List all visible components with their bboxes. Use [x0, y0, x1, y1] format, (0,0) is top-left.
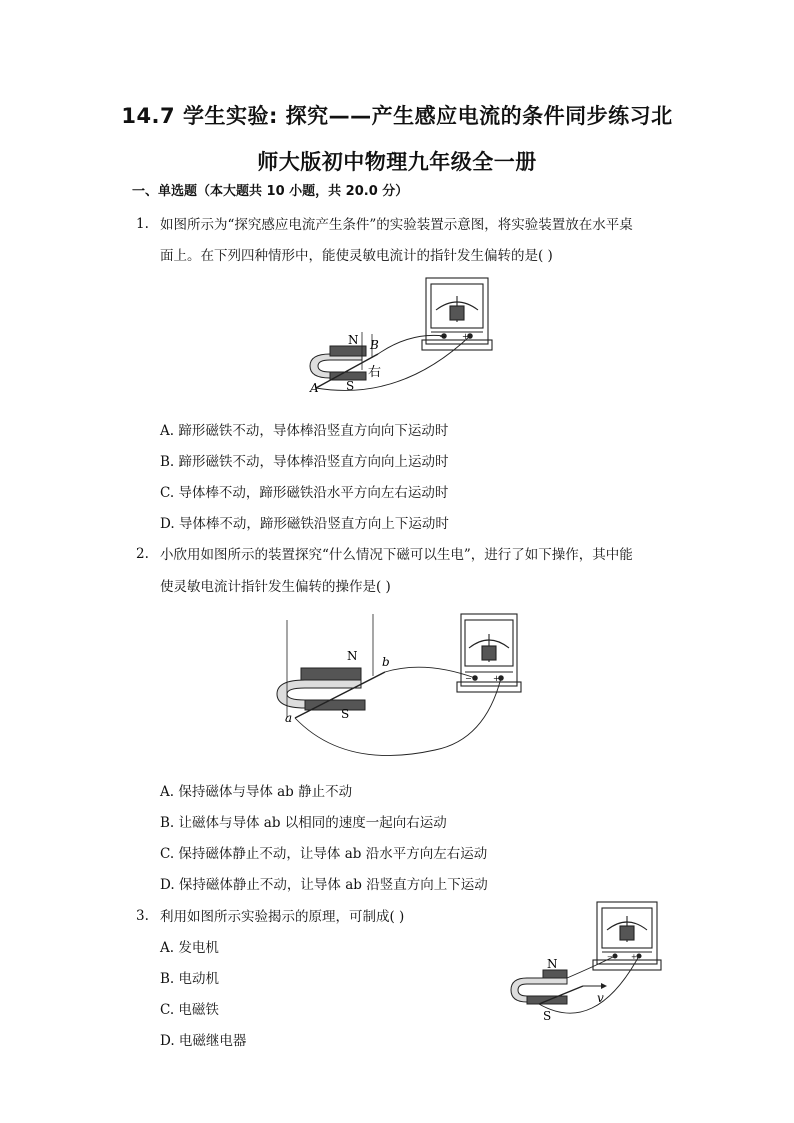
magnet-n-label: N: [547, 957, 558, 971]
meter-minus-label: −: [607, 953, 613, 961]
magnet-n-label: N: [348, 333, 359, 347]
rod-end-a-label: a: [285, 711, 293, 725]
question-3-text-line-1: 利用如图所示实验揭示的原理，可制成( ): [160, 909, 405, 925]
question-1-text-line-2: 面上。在下列四种情形中，能使灵敏电流计的指针发生偏转的是( ): [160, 248, 553, 264]
section-heading: 一、单选题（本大题共 10 小题，共 20.0 分）: [132, 184, 409, 199]
meter-plus-label: +: [493, 674, 500, 683]
rod-end-b-label: B: [370, 338, 379, 352]
magnet-s-label: S: [341, 707, 350, 721]
question-1-figure: [300, 272, 500, 396]
magnet-n-label: N: [347, 649, 358, 663]
meter-minus-label: −: [439, 332, 446, 341]
question-2-option-d[interactable]: D. 保持磁体静止不动，让导体 ab 沿竖直方向上下运动: [160, 877, 488, 893]
galvanometer-icon: [422, 278, 492, 350]
question-1-option-c[interactable]: C. 导体棒不动，蹄形磁铁沿水平方向左右运动时: [160, 485, 449, 501]
horseshoe-magnet-icon: [310, 346, 366, 380]
velocity-v-label: v: [597, 991, 604, 1005]
question-2-option-c[interactable]: C. 保持磁体静止不动，让导体 ab 沿水平方向左右运动: [160, 846, 488, 862]
question-2-number: 2.: [136, 546, 149, 562]
question-1-option-b[interactable]: B. 蹄形磁铁不动，导体棒沿竖直方向向上运动时: [160, 454, 449, 470]
question-3-figure: [505, 896, 665, 1026]
meter-minus-label: −: [465, 674, 472, 683]
question-2-option-a[interactable]: A. 保持磁体与导体 ab 静止不动: [160, 784, 353, 800]
question-1-option-d[interactable]: D. 导体棒不动，蹄形磁铁沿竖直方向上下运动时: [160, 516, 449, 532]
question-3-option-c[interactable]: C. 电磁铁: [160, 1002, 219, 1018]
direction-right-label: 右: [368, 365, 382, 380]
question-3-option-b[interactable]: B. 电动机: [160, 971, 220, 987]
question-1-option-a[interactable]: A. 蹄形磁铁不动，导体棒沿竖直方向向下运动时: [160, 423, 449, 439]
meter-plus-label: +: [462, 332, 469, 341]
question-1-text-line-1: 如图所示为“探究感应电流产生条件”的实验装置示意图，将实验装置放在水平桌: [160, 217, 633, 233]
question-3-number: 3.: [136, 908, 149, 924]
magnet-s-label: S: [346, 379, 355, 393]
galvanometer-icon: [593, 902, 661, 970]
question-2-option-b[interactable]: B. 让磁体与导体 ab 以相同的速度一起向右运动: [160, 815, 447, 831]
rod-end-b-label: b: [382, 655, 390, 669]
meter-plus-label: +: [631, 953, 637, 961]
rod-end-a-label: A: [310, 381, 319, 395]
question-3-option-d[interactable]: D. 电磁继电器: [160, 1033, 247, 1049]
document-title-line-2: 师大版初中物理九年级全一册: [257, 150, 537, 174]
question-1-number: 1.: [136, 216, 149, 232]
horseshoe-magnet-icon: [511, 970, 567, 1004]
document-title-line-1: 14.7 学生实验: 探究——产生感应电流的条件同步练习北: [121, 104, 673, 128]
question-3-option-a[interactable]: A. 发电机: [160, 940, 219, 956]
magnet-s-label: S: [543, 1009, 552, 1023]
question-2-text-line-2: 使灵敏电流计指针发生偏转的操作是( ): [160, 579, 391, 595]
question-2-figure: [265, 610, 525, 768]
question-2-text-line-1: 小欣用如图所示的装置探究“什么情况下磁可以生电”，进行了如下操作，其中能: [160, 547, 633, 563]
